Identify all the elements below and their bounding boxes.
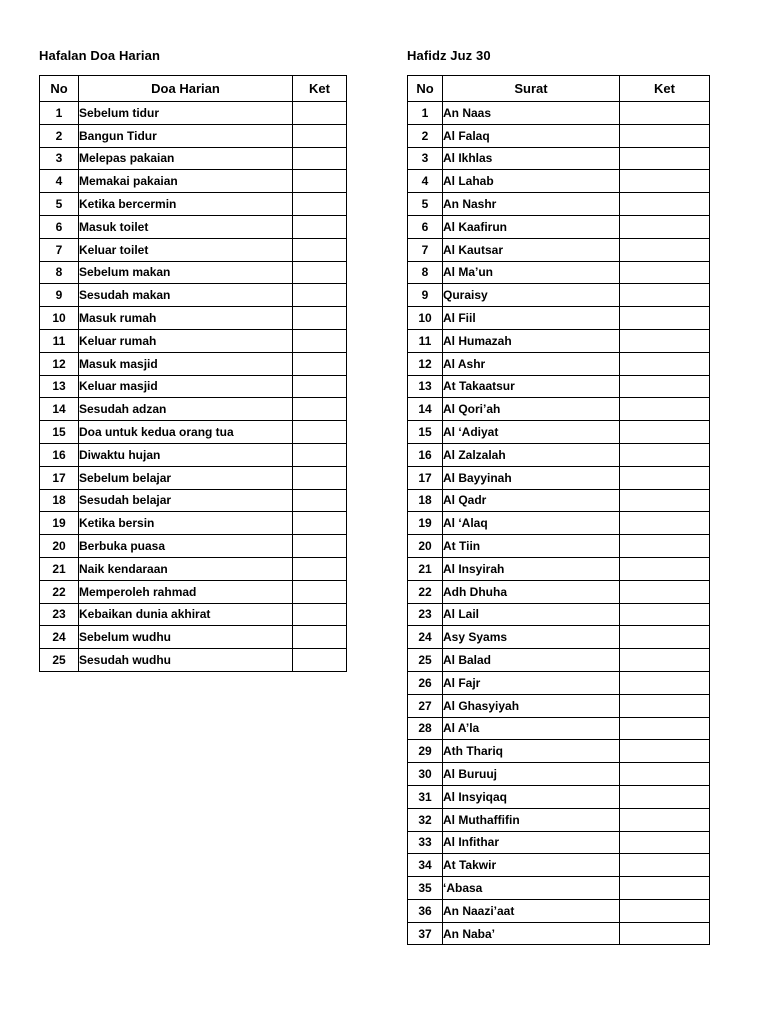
row-name: Memperoleh rahmad: [79, 580, 293, 603]
row-name: Kebaikan dunia akhirat: [79, 603, 293, 626]
row-name: Al ‘Adiyat: [443, 421, 620, 444]
row-ket: [293, 102, 347, 125]
table-row: [408, 170, 710, 193]
row-name: Al Humazah: [443, 329, 620, 352]
table-row: [408, 808, 710, 831]
row-number: 5: [408, 193, 443, 216]
row-number: 28: [408, 717, 443, 740]
row-name: An Nashr: [443, 193, 620, 216]
row-name: An Naba’: [443, 922, 620, 945]
row-name: Al Kaafirun: [443, 215, 620, 238]
table-row: [408, 466, 710, 489]
row-number: 3: [40, 147, 79, 170]
row-number: 18: [40, 489, 79, 512]
row-number: 31: [408, 785, 443, 808]
row-ket: [293, 466, 347, 489]
table-header-row: [40, 76, 347, 102]
row-number: 5: [40, 193, 79, 216]
row-ket: [620, 808, 710, 831]
row-ket: [620, 626, 710, 649]
row-ket: [620, 899, 710, 922]
table-row: [408, 717, 710, 740]
header-ket: Ket: [293, 76, 347, 102]
row-name: Memakai pakaian: [79, 170, 293, 193]
table-row: [408, 899, 710, 922]
row-ket: [620, 375, 710, 398]
table-row: [408, 557, 710, 580]
row-ket: [293, 398, 347, 421]
row-ket: [620, 352, 710, 375]
row-name: Al Fajr: [443, 671, 620, 694]
table-row: [408, 785, 710, 808]
row-number: 10: [40, 307, 79, 330]
row-number: 20: [408, 535, 443, 558]
table-row: [40, 147, 347, 170]
table-row: [408, 580, 710, 603]
table-row: [40, 603, 347, 626]
row-name: Diwaktu hujan: [79, 443, 293, 466]
table-row: [40, 421, 347, 444]
row-ket: [293, 261, 347, 284]
header-doa-harian: Doa Harian: [79, 76, 293, 102]
row-number: 18: [408, 489, 443, 512]
row-ket: [620, 170, 710, 193]
row-number: 32: [408, 808, 443, 831]
table-row: [408, 238, 710, 261]
table-row: [408, 671, 710, 694]
row-ket: [620, 284, 710, 307]
row-number: 35: [408, 877, 443, 900]
header-no: No: [408, 76, 443, 102]
table-row: [408, 512, 710, 535]
row-name: Al Ghasyiyah: [443, 694, 620, 717]
table-row: [408, 854, 710, 877]
row-number: 14: [408, 398, 443, 421]
row-ket: [620, 466, 710, 489]
table-row: [408, 421, 710, 444]
table-row: [408, 922, 710, 945]
row-number: 6: [408, 215, 443, 238]
table-row: [408, 626, 710, 649]
row-number: 29: [408, 740, 443, 763]
row-ket: [293, 421, 347, 444]
row-ket: [620, 671, 710, 694]
table-row: [40, 512, 347, 535]
row-name: Naik kendaraan: [79, 557, 293, 580]
row-ket: [620, 147, 710, 170]
row-ket: [293, 443, 347, 466]
row-ket: [293, 580, 347, 603]
row-name: Al Balad: [443, 649, 620, 672]
row-name: Sebelum wudhu: [79, 626, 293, 649]
row-number: 34: [408, 854, 443, 877]
table-row: [408, 307, 710, 330]
row-number: 17: [40, 466, 79, 489]
row-number: 9: [408, 284, 443, 307]
row-number: 1: [408, 102, 443, 125]
row-name: Al Qadr: [443, 489, 620, 512]
row-ket: [620, 307, 710, 330]
row-name: Sesudah belajar: [79, 489, 293, 512]
row-number: 25: [40, 649, 79, 672]
row-name: At Takwir: [443, 854, 620, 877]
row-number: 23: [40, 603, 79, 626]
table-row: [40, 215, 347, 238]
row-ket: [620, 398, 710, 421]
row-ket: [620, 238, 710, 261]
row-number: 33: [408, 831, 443, 854]
row-ket: [293, 215, 347, 238]
row-ket: [620, 603, 710, 626]
row-name: Al ‘Alaq: [443, 512, 620, 535]
row-name: Al Insyirah: [443, 557, 620, 580]
table-row: [408, 740, 710, 763]
row-ket: [620, 557, 710, 580]
row-ket: [293, 238, 347, 261]
row-name: Al Muthaffifin: [443, 808, 620, 831]
row-name: Doa untuk kedua orang tua: [79, 421, 293, 444]
juz-30-title: Hafidz Juz 30: [407, 48, 491, 63]
row-ket: [293, 512, 347, 535]
table-row: [40, 329, 347, 352]
row-ket: [620, 421, 710, 444]
table-row: [408, 877, 710, 900]
juz-30-rows: [408, 102, 710, 945]
row-number: 23: [408, 603, 443, 626]
row-number: 16: [408, 443, 443, 466]
row-ket: [620, 877, 710, 900]
row-ket: [293, 535, 347, 558]
row-name: Keluar rumah: [79, 329, 293, 352]
row-number: 19: [408, 512, 443, 535]
row-name: Al A’la: [443, 717, 620, 740]
doa-harian-rows: [40, 102, 347, 672]
row-ket: [620, 854, 710, 877]
table-header-row: [408, 76, 710, 102]
row-name: Melepas pakaian: [79, 147, 293, 170]
row-ket: [293, 307, 347, 330]
row-number: 13: [408, 375, 443, 398]
header-ket: Ket: [620, 76, 710, 102]
row-name: Berbuka puasa: [79, 535, 293, 558]
row-number: 11: [408, 329, 443, 352]
table-row: [408, 284, 710, 307]
table-row: [408, 102, 710, 125]
row-name: An Naazi’aat: [443, 899, 620, 922]
row-number: 14: [40, 398, 79, 421]
row-ket: [620, 193, 710, 216]
row-ket: [293, 352, 347, 375]
table-row: [408, 329, 710, 352]
row-ket: [620, 102, 710, 125]
row-name: Al Fiil: [443, 307, 620, 330]
table-row: [408, 603, 710, 626]
table-row: [40, 102, 347, 125]
row-name: Ketika bersin: [79, 512, 293, 535]
table-row: [40, 466, 347, 489]
row-name: Masuk rumah: [79, 307, 293, 330]
row-name: Al Buruuj: [443, 763, 620, 786]
table-row: [40, 626, 347, 649]
row-number: 6: [40, 215, 79, 238]
row-number: 21: [40, 557, 79, 580]
row-name: Al Kautsar: [443, 238, 620, 261]
row-name: Sebelum tidur: [79, 102, 293, 125]
row-number: 7: [40, 238, 79, 261]
row-number: 15: [40, 421, 79, 444]
row-ket: [620, 215, 710, 238]
row-name: Al Ikhlas: [443, 147, 620, 170]
row-name: Asy Syams: [443, 626, 620, 649]
row-number: 22: [408, 580, 443, 603]
row-name: Ketika bercermin: [79, 193, 293, 216]
row-ket: [620, 443, 710, 466]
table-row: [40, 307, 347, 330]
row-number: 4: [40, 170, 79, 193]
row-name: At Takaatsur: [443, 375, 620, 398]
row-ket: [620, 512, 710, 535]
row-name: Al Bayyinah: [443, 466, 620, 489]
table-row: [40, 284, 347, 307]
row-name: Al Qori’ah: [443, 398, 620, 421]
table-row: [408, 443, 710, 466]
row-number: 13: [40, 375, 79, 398]
row-ket: [293, 626, 347, 649]
row-number: 22: [40, 580, 79, 603]
row-number: 7: [408, 238, 443, 261]
row-name: Sesudah makan: [79, 284, 293, 307]
table-row: [40, 580, 347, 603]
table-row: [408, 193, 710, 216]
row-ket: [293, 147, 347, 170]
row-number: 1: [40, 102, 79, 125]
row-ket: [620, 580, 710, 603]
row-name: Al Zalzalah: [443, 443, 620, 466]
row-ket: [620, 785, 710, 808]
table-row: [40, 193, 347, 216]
row-name: Bangun Tidur: [79, 124, 293, 147]
row-number: 25: [408, 649, 443, 672]
row-ket: [620, 261, 710, 284]
row-number: 2: [408, 124, 443, 147]
row-number: 16: [40, 443, 79, 466]
table-row: [40, 170, 347, 193]
juz-30-table: [407, 75, 710, 945]
row-name: Keluar toilet: [79, 238, 293, 261]
table-row: [40, 238, 347, 261]
row-ket: [620, 535, 710, 558]
row-number: 30: [408, 763, 443, 786]
row-name: Al Lahab: [443, 170, 620, 193]
table-row: [40, 124, 347, 147]
row-number: 20: [40, 535, 79, 558]
row-number: 8: [408, 261, 443, 284]
table-row: [40, 535, 347, 558]
row-name: Quraisy: [443, 284, 620, 307]
row-ket: [293, 170, 347, 193]
row-number: 15: [408, 421, 443, 444]
row-number: 9: [40, 284, 79, 307]
table-row: [408, 375, 710, 398]
row-number: 26: [408, 671, 443, 694]
row-ket: [293, 489, 347, 512]
doa-harian-title: Hafalan Doa Harian: [39, 48, 161, 63]
row-name: Masuk toilet: [79, 215, 293, 238]
table-row: [40, 352, 347, 375]
table-row: [408, 124, 710, 147]
table-row: [40, 261, 347, 284]
table-row: [408, 261, 710, 284]
header-surat: Surat: [443, 76, 620, 102]
row-ket: [293, 124, 347, 147]
table-row: [408, 763, 710, 786]
row-number: 12: [408, 352, 443, 375]
row-name: Masuk masjid: [79, 352, 293, 375]
row-ket: [620, 717, 710, 740]
table-row: [408, 694, 710, 717]
row-name: Keluar masjid: [79, 375, 293, 398]
table-row: [408, 649, 710, 672]
table-row: [40, 557, 347, 580]
table-row: [408, 398, 710, 421]
row-ket: [293, 284, 347, 307]
row-ket: [620, 649, 710, 672]
row-number: 24: [40, 626, 79, 649]
row-ket: [620, 694, 710, 717]
row-ket: [293, 603, 347, 626]
row-ket: [620, 922, 710, 945]
row-name: Sesudah adzan: [79, 398, 293, 421]
row-name: Ath Thariq: [443, 740, 620, 763]
row-ket: [620, 329, 710, 352]
row-number: 19: [40, 512, 79, 535]
table-row: [408, 535, 710, 558]
table-row: [408, 215, 710, 238]
row-name: Al Falaq: [443, 124, 620, 147]
row-number: 21: [408, 557, 443, 580]
row-name: Sebelum makan: [79, 261, 293, 284]
row-name: Al Ma’un: [443, 261, 620, 284]
row-number: 10: [408, 307, 443, 330]
row-name: Sesudah wudhu: [79, 649, 293, 672]
row-number: 11: [40, 329, 79, 352]
row-name: At Tiin: [443, 535, 620, 558]
table-row: [408, 489, 710, 512]
row-number: 3: [408, 147, 443, 170]
row-ket: [293, 649, 347, 672]
row-number: 36: [408, 899, 443, 922]
row-ket: [620, 763, 710, 786]
row-ket: [293, 557, 347, 580]
row-ket: [293, 375, 347, 398]
row-name: Sebelum belajar: [79, 466, 293, 489]
row-name: Al Infithar: [443, 831, 620, 854]
table-row: [408, 352, 710, 375]
header-no: No: [40, 76, 79, 102]
row-ket: [620, 489, 710, 512]
row-name: An Naas: [443, 102, 620, 125]
row-name: ‘Abasa: [443, 877, 620, 900]
row-ket: [620, 740, 710, 763]
table-row: [40, 649, 347, 672]
row-number: 37: [408, 922, 443, 945]
row-name: Al Insyiqaq: [443, 785, 620, 808]
table-row: [40, 489, 347, 512]
row-number: 4: [408, 170, 443, 193]
row-number: 12: [40, 352, 79, 375]
row-number: 8: [40, 261, 79, 284]
row-number: 24: [408, 626, 443, 649]
doa-harian-table: [39, 75, 347, 672]
row-ket: [293, 193, 347, 216]
table-row: [40, 398, 347, 421]
table-row: [40, 375, 347, 398]
row-ket: [620, 124, 710, 147]
row-number: 27: [408, 694, 443, 717]
row-name: Al Lail: [443, 603, 620, 626]
row-ket: [620, 831, 710, 854]
row-name: Adh Dhuha: [443, 580, 620, 603]
row-ket: [293, 329, 347, 352]
table-row: [40, 443, 347, 466]
table-row: [408, 147, 710, 170]
row-number: 2: [40, 124, 79, 147]
table-row: [408, 831, 710, 854]
row-name: Al Ashr: [443, 352, 620, 375]
row-number: 17: [408, 466, 443, 489]
